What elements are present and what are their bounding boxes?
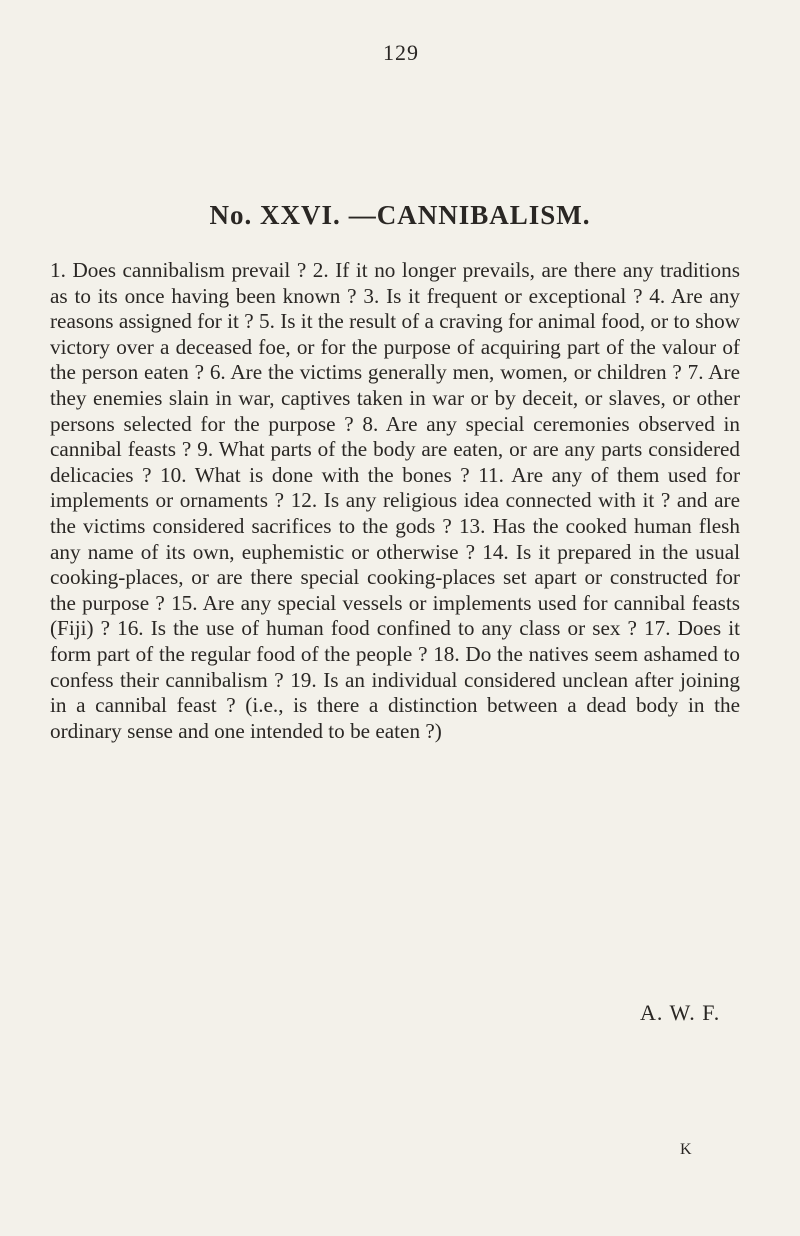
section-title: —CANNIBALISM.	[348, 200, 591, 230]
section-heading	[0, 200, 800, 231]
page-number: 129	[383, 40, 419, 65]
section-number: No. XXVI.	[209, 200, 341, 230]
questions-paragraph: 1. Does cannibalism prevail ? 2. If it no longer prevails, are there any traditions as to its once having been known ? 3. Is it frequent or exceptional ? 4. Are any reasons assigned for it ? 5. Is it the result of a craving for animal food, or to show victory over a deceased foe, or for the purpose of acquiring part of the valour of the person eaten ? 6. Are the victims generally men, women, or children ? 7. Are they enemies slain in war, captives taken in war or by deceit, or slaves, or other persons selected for the purpose ? 8. Are any special ceremonies observed in cannibal feasts ? 9. What parts of the body are eaten, or are any parts considered delicacies ? 10. What is done with the bones ? 11. Are any of them used for implements or ornaments ? 12. Is any religious idea connected with it ? and are the victims considered sacrifices to the gods ? 13. Has the cooked human flesh any name of its own, euphemistic or otherwise ? 14. Is it prepared in the usual cooking-places, or are there special cooking-places set apart or constructed for the purpose ? 15. Are any special vessels or implements used for cannibal feasts (Fiji) ? 16. Is the use of human food confined to any class or sex ? 17. Does it form part of the regular food of the people ? 18. Do the natives seem ashamed to confess their cannibalism ? 19. Is an individual considered unclean after joining in a cannibal feast ? (i.e., is there a distinction between a dead body in the ordinary sense and one intended to be eaten ?)	[50, 258, 740, 743]
author-initials: A. W. F.	[640, 1000, 721, 1025]
signature-mark: K	[680, 1141, 692, 1158]
